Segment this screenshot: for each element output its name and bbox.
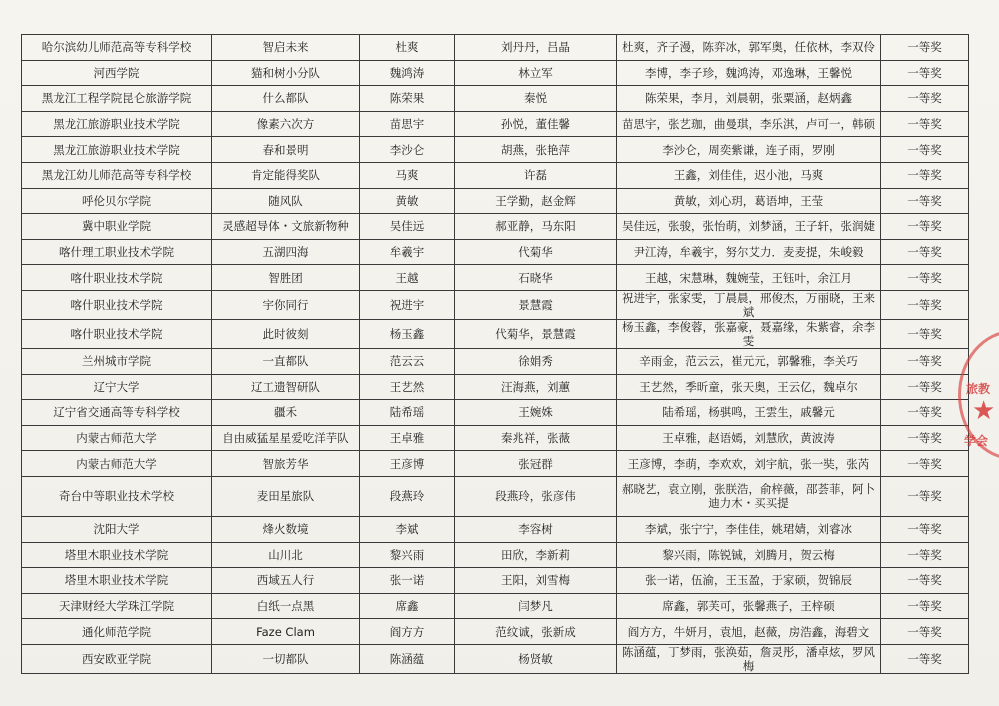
members-cell: 张一诺，伍渝，王玉盈，于家硕，贺锦辰 <box>617 568 881 594</box>
leader-cell: 李斌 <box>360 516 455 542</box>
leader-cell: 阎方方 <box>360 619 455 645</box>
school-cell: 冀中职业学院 <box>22 214 212 240</box>
table-row <box>22 619 969 645</box>
table-row <box>22 239 969 265</box>
award-cell: 一等奖 <box>881 542 969 568</box>
advisor-cell: 段燕玲，张彦伟 <box>455 476 617 516</box>
members-cell: 尹江涛，牟羲宇，努尔艾力．麦麦提，朱峻毅 <box>617 239 881 265</box>
members-cell: 李斌，张宁宁，李佳佳，姚珺婧，刘睿冰 <box>617 516 881 542</box>
table-row <box>22 86 969 112</box>
award-cell: 一等奖 <box>881 239 969 265</box>
members-cell: 席鑫，郭芙可，张馨燕子，王梓硕 <box>617 593 881 619</box>
table-row <box>22 516 969 542</box>
team-name-cell: 辽工遗智研队 <box>212 374 360 400</box>
advisor-cell: 代菊华 <box>455 239 617 265</box>
table-row <box>22 188 969 214</box>
advisor-cell: 张冠群 <box>455 451 617 477</box>
award-cell: 一等奖 <box>881 593 969 619</box>
leader-cell: 祝进宇 <box>360 290 455 319</box>
award-cell: 一等奖 <box>881 319 969 348</box>
leader-cell: 王彦博 <box>360 451 455 477</box>
advisor-cell: 秦兆祥，张薇 <box>455 425 617 451</box>
leader-cell: 魏鸿涛 <box>360 60 455 86</box>
award-cell: 一等奖 <box>881 265 969 291</box>
leader-cell: 陈涵蕴 <box>360 644 455 673</box>
school-cell: 喀什理工职业技术学院 <box>22 239 212 265</box>
advisor-cell: 田欣，李新莉 <box>455 542 617 568</box>
advisor-cell: 郝亚静，马东阳 <box>455 214 617 240</box>
leader-cell: 陈荣果 <box>360 86 455 112</box>
award-cell: 一等奖 <box>881 111 969 137</box>
team-name-cell: 一切都队 <box>212 644 360 673</box>
school-cell: 通化师范学院 <box>22 619 212 645</box>
award-cell: 一等奖 <box>881 35 969 61</box>
members-cell: 辛雨金，范云云，崔元元，郭馨雅，李关巧 <box>617 348 881 374</box>
seal-star-icon: ★ <box>972 396 996 426</box>
team-name-cell: 西域五人行 <box>212 568 360 594</box>
advisor-cell: 王阳，刘雪梅 <box>455 568 617 594</box>
team-name-cell: 像素六次方 <box>212 111 360 137</box>
award-cell: 一等奖 <box>881 348 969 374</box>
members-cell: 李沙仑，周奕紫谦，连子雨，罗刚 <box>617 137 881 163</box>
award-cell: 一等奖 <box>881 425 969 451</box>
seal-text-top: 旅教 <box>966 382 991 396</box>
award-list-table <box>21 34 969 674</box>
table-row <box>22 400 969 426</box>
advisor-cell: 景慧霞 <box>455 290 617 319</box>
advisor-cell: 王婉姝 <box>455 400 617 426</box>
table-row <box>22 568 969 594</box>
team-name-cell: 猫和树小分队 <box>212 60 360 86</box>
team-name-cell: 自由威猛星星爱吃洋芋队 <box>212 425 360 451</box>
award-cell: 一等奖 <box>881 188 969 214</box>
team-name-cell: 麦田星旅队 <box>212 476 360 516</box>
leader-cell: 王卓雅 <box>360 425 455 451</box>
team-name-cell: 此时彼刻 <box>212 319 360 348</box>
team-name-cell: 智启未来 <box>212 35 360 61</box>
advisor-cell: 闫梦凡 <box>455 593 617 619</box>
team-name-cell: 灵感超导体・文旅新物种 <box>212 214 360 240</box>
team-name-cell: 烽火数境 <box>212 516 360 542</box>
school-cell: 喀什职业技术学院 <box>22 265 212 291</box>
members-cell: 王艺然，季昕童，张天奥，王云亿，魏卓尔 <box>617 374 881 400</box>
school-cell: 喀什职业技术学院 <box>22 290 212 319</box>
school-cell: 喀什职业技术学院 <box>22 319 212 348</box>
table-row <box>22 265 969 291</box>
team-name-cell: 白纸一点黑 <box>212 593 360 619</box>
award-cell: 一等奖 <box>881 400 969 426</box>
team-name-cell: 一直都队 <box>212 348 360 374</box>
table-row <box>22 348 969 374</box>
award-cell: 一等奖 <box>881 214 969 240</box>
school-cell: 辽宁大学 <box>22 374 212 400</box>
award-cell: 一等奖 <box>881 60 969 86</box>
advisor-cell: 石晓华 <box>455 265 617 291</box>
leader-cell: 张一诺 <box>360 568 455 594</box>
award-cell: 一等奖 <box>881 86 969 112</box>
advisor-cell: 徐娟秀 <box>455 348 617 374</box>
members-cell: 苗思宇，张艺珈，曲曼琪，李乐淇，卢可一，韩硕 <box>617 111 881 137</box>
team-name-cell: 随风队 <box>212 188 360 214</box>
award-table-body <box>22 35 969 674</box>
table-row <box>22 593 969 619</box>
table-row <box>22 374 969 400</box>
table-row <box>22 425 969 451</box>
leader-cell: 杨玉鑫 <box>360 319 455 348</box>
table-row <box>22 214 969 240</box>
leader-cell: 牟羲宇 <box>360 239 455 265</box>
members-cell: 李博，李子珍，魏鸿涛，邓逸琳，王馨悦 <box>617 60 881 86</box>
advisor-cell: 范纹诚，张新成 <box>455 619 617 645</box>
team-name-cell: 智旅芳华 <box>212 451 360 477</box>
table-row <box>22 35 969 61</box>
members-cell: 黎兴雨，陈锐铖，刘腾月，贺云梅 <box>617 542 881 568</box>
members-cell: 王鑫，刘佳佳，迟小池，马爽 <box>617 162 881 188</box>
school-cell: 兰州城市学院 <box>22 348 212 374</box>
school-cell: 黑龙江旅游职业技术学院 <box>22 111 212 137</box>
advisor-cell: 刘丹丹，吕晶 <box>455 35 617 61</box>
members-cell: 王越，宋慧琳，魏婉莹，王钰叶，余江月 <box>617 265 881 291</box>
school-cell: 天津财经大学珠江学院 <box>22 593 212 619</box>
leader-cell: 吴佳远 <box>360 214 455 240</box>
table-row <box>22 319 969 348</box>
leader-cell: 马爽 <box>360 162 455 188</box>
table-row <box>22 111 969 137</box>
advisor-cell: 李容树 <box>455 516 617 542</box>
advisor-cell: 秦悦 <box>455 86 617 112</box>
team-name-cell: 什么都队 <box>212 86 360 112</box>
award-cell: 一等奖 <box>881 290 969 319</box>
team-name-cell: 宇你同行 <box>212 290 360 319</box>
team-name-cell: 疆禾 <box>212 400 360 426</box>
members-cell: 王彦博，李萌，李欢欢，刘宇航，张一奘，张芮 <box>617 451 881 477</box>
leader-cell: 陆希瑶 <box>360 400 455 426</box>
advisor-cell: 代菊华，景慧霞 <box>455 319 617 348</box>
leader-cell: 李沙仑 <box>360 137 455 163</box>
advisor-cell: 孙悦，董佳馨 <box>455 111 617 137</box>
table-row <box>22 476 969 516</box>
award-cell: 一等奖 <box>881 644 969 673</box>
seal-text-bottom: 学会 <box>964 434 989 448</box>
advisor-cell: 杨贤敏 <box>455 644 617 673</box>
school-cell: 塔里木职业技术学院 <box>22 568 212 594</box>
members-cell: 陈荣果，李月，刘晨朝，张粟涵，赵炳鑫 <box>617 86 881 112</box>
leader-cell: 段燕玲 <box>360 476 455 516</box>
table-row <box>22 290 969 319</box>
table-row <box>22 451 969 477</box>
advisor-cell: 胡燕，张艳萍 <box>455 137 617 163</box>
table-row <box>22 542 969 568</box>
members-cell: 祝进宇，张家雯，丁晨晨，邢俊杰，万丽晓，王来斌 <box>617 290 881 319</box>
school-cell: 辽宁省交通高等专科学校 <box>22 400 212 426</box>
table-row <box>22 644 969 673</box>
school-cell: 黑龙江幼儿师范高等专科学校 <box>22 162 212 188</box>
leader-cell: 苗思宇 <box>360 111 455 137</box>
team-name-cell: 山川北 <box>212 542 360 568</box>
leader-cell: 黎兴雨 <box>360 542 455 568</box>
leader-cell: 王越 <box>360 265 455 291</box>
team-name-cell: 春和景明 <box>212 137 360 163</box>
members-cell: 陆希瑶，杨骐鸣，王雲生，戚馨元 <box>617 400 881 426</box>
members-cell: 王卓雅，赵语嫣，刘慧欣，黄波涛 <box>617 425 881 451</box>
leader-cell: 范云云 <box>360 348 455 374</box>
award-cell: 一等奖 <box>881 516 969 542</box>
award-cell: 一等奖 <box>881 619 969 645</box>
members-cell: 陈涵蕴，丁梦雨，张涣茹，詹灵彤，潘卓炫，罗风梅 <box>617 644 881 673</box>
members-cell: 杜爽，齐子漫，陈弈冰，郭军奥，任依林，李双伶 <box>617 35 881 61</box>
award-cell: 一等奖 <box>881 137 969 163</box>
members-cell: 郝晓艺，袁立刚，张朕浩，俞梓薇，邵荟菲，阿卜迪力木・买买提 <box>617 476 881 516</box>
advisor-cell: 林立军 <box>455 60 617 86</box>
team-name-cell: 肯定能得奖队 <box>212 162 360 188</box>
award-cell: 一等奖 <box>881 162 969 188</box>
award-cell: 一等奖 <box>881 374 969 400</box>
team-name-cell: Faze Clam <box>212 619 360 645</box>
advisor-cell: 汪海燕，刘蕙 <box>455 374 617 400</box>
school-cell: 河西学院 <box>22 60 212 86</box>
award-cell: 一等奖 <box>881 476 969 516</box>
leader-cell: 杜爽 <box>360 35 455 61</box>
award-cell: 一等奖 <box>881 451 969 477</box>
members-cell: 吴佳远，张骏，张怡萌，刘梦涵，王子轩，张润婕 <box>617 214 881 240</box>
school-cell: 内蒙古师范大学 <box>22 425 212 451</box>
advisor-cell: 许磊 <box>455 162 617 188</box>
members-cell: 阎方方，牛妍月，袁旭，赵薇，房浩鑫，海碧文 <box>617 619 881 645</box>
school-cell: 西安欧亚学院 <box>22 644 212 673</box>
leader-cell: 黄敏 <box>360 188 455 214</box>
table-row <box>22 162 969 188</box>
school-cell: 黑龙江工程学院昆仑旅游学院 <box>22 86 212 112</box>
table-row <box>22 137 969 163</box>
school-cell: 沈阳大学 <box>22 516 212 542</box>
award-cell: 一等奖 <box>881 568 969 594</box>
advisor-cell: 王学勤，赵金辉 <box>455 188 617 214</box>
team-name-cell: 智胜团 <box>212 265 360 291</box>
leader-cell: 席鑫 <box>360 593 455 619</box>
table-row <box>22 60 969 86</box>
school-cell: 哈尔滨幼儿师范高等专科学校 <box>22 35 212 61</box>
school-cell: 内蒙古师范大学 <box>22 451 212 477</box>
members-cell: 杨玉鑫，李俊蓉，张嘉豪，聂嘉缘，朱紫睿，余李雯 <box>617 319 881 348</box>
school-cell: 塔里木职业技术学院 <box>22 542 212 568</box>
school-cell: 奇台中等职业技术学校 <box>22 476 212 516</box>
team-name-cell: 五湖四海 <box>212 239 360 265</box>
school-cell: 黑龙江旅游职业技术学院 <box>22 137 212 163</box>
members-cell: 黄敏，刘心玥，葛语坤，王莹 <box>617 188 881 214</box>
school-cell: 呼伦贝尔学院 <box>22 188 212 214</box>
leader-cell: 王艺然 <box>360 374 455 400</box>
